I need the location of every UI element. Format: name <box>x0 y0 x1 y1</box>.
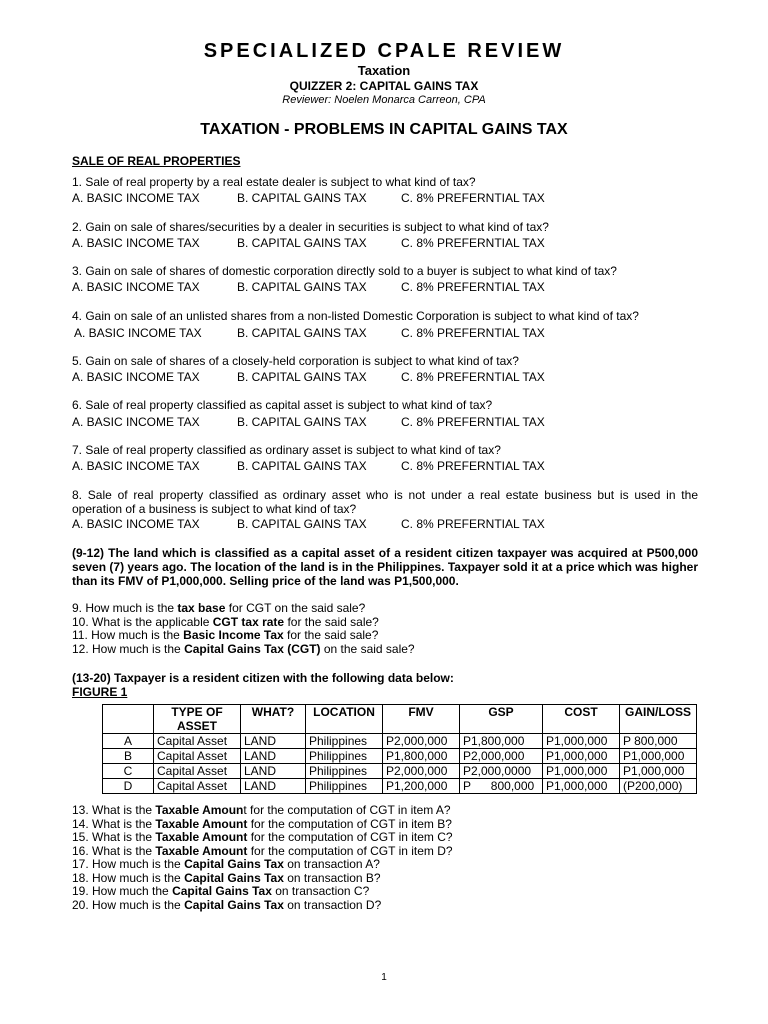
question-text: on transaction D? <box>283 897 382 912</box>
question-text: 18. How much is the <box>72 870 185 885</box>
question-2: 2. Gain on sale of shares/securities by a dealer in securities is subject to what kind of tax? <box>72 220 549 234</box>
figure-label: FIGURE 1 <box>72 685 128 699</box>
question-text: on transaction A? <box>283 857 380 871</box>
table-cell: P2,000,000 <box>383 734 460 749</box>
questions-9-12 <box>72 602 415 656</box>
table-cell: Capital Asset <box>154 779 241 794</box>
question-keyword: Taxable Amoun <box>155 803 244 817</box>
option-a: A. BASIC INCOME TAX <box>72 236 200 250</box>
question-text: 19. How much the <box>72 884 173 898</box>
option-a: A. BASIC INCOME TAX <box>72 370 200 384</box>
table-row <box>103 749 697 764</box>
question-keyword: Capital Gains Tax <box>184 870 284 885</box>
table-row <box>103 779 697 794</box>
table-header: COST <box>543 705 620 734</box>
table-cell: P2,000,000 <box>460 749 543 764</box>
table-cell: (P200,000) <box>620 779 697 794</box>
table-cell: Capital Asset <box>154 734 241 749</box>
option-c: C. 8% PREFERNTIAL TAX <box>401 415 545 429</box>
table-cell: P2,000,0000 <box>460 764 543 779</box>
quiz-title: QUIZZER 2: CAPITAL GAINS TAX <box>289 79 479 93</box>
question-line <box>72 629 415 643</box>
reviewer: Reviewer: Noelen Monarca Carreon, CPA <box>282 94 486 106</box>
question-text: 20. How much is the <box>72 897 185 912</box>
table-header: WHAT? <box>241 705 306 734</box>
table-cell: LAND <box>241 734 306 749</box>
question-keyword: Capital Gains Tax <box>184 897 284 912</box>
option-a: A. BASIC INCOME TAX <box>72 415 200 429</box>
question-line <box>72 804 453 818</box>
table-cell: A <box>103 734 154 749</box>
table-header <box>103 705 154 734</box>
problem-13-20: (13-20) Taxpayer is a resident citizen with the following data below: <box>72 671 454 685</box>
question-4: 4. Gain on sale of an unlisted shares from a non-listed Domestic Corporation is subject to what kind of tax? <box>72 309 639 323</box>
question-keyword: Taxable Amount <box>155 843 248 858</box>
table-cell: P 800,000 <box>620 734 697 749</box>
table-cell: P1,800,000 <box>460 734 543 749</box>
question-line <box>72 858 453 872</box>
question-text: for the computation of CGT in item D? <box>247 843 453 858</box>
question-line <box>72 872 453 886</box>
question-keyword: tax base <box>177 601 226 615</box>
option-c: C. 8% PREFERNTIAL TAX <box>401 459 545 473</box>
question-keyword: CGT tax rate <box>212 614 285 629</box>
table-cell: LAND <box>241 749 306 764</box>
question-text: 10. What is the applicable <box>72 614 213 629</box>
section-heading: SALE OF REAL PROPERTIES <box>72 154 241 168</box>
option-b: B. CAPITAL GAINS TAX <box>237 370 367 384</box>
option-c: C. 8% PREFERNTIAL TAX <box>401 517 545 531</box>
document-title: SPECIALIZED CPALE REVIEW <box>203 40 565 62</box>
table-cell: B <box>103 749 154 764</box>
table-cell: P1,200,000 <box>383 779 460 794</box>
option-b: B. CAPITAL GAINS TAX <box>237 280 367 294</box>
question-3: 3. Gain on sale of shares of domestic corporation directly sold to a buyer is subject to what kind of tax? <box>72 264 617 278</box>
table-cell: Capital Asset <box>154 764 241 779</box>
question-text: 17. How much is the <box>72 857 185 871</box>
question-text: 12. How much is the <box>72 641 185 656</box>
table-cell: P1,000,000 <box>543 749 620 764</box>
question-text: on transaction C? <box>271 884 370 898</box>
question-7: 7. Sale of real property classified as ordinary asset is subject to what kind of tax? <box>72 443 501 457</box>
question-text: 11. How much is the <box>72 628 184 642</box>
question-keyword: Capital Gains Tax <box>184 857 284 871</box>
table-row <box>103 764 697 779</box>
table-cell: LAND <box>241 764 306 779</box>
table-cell: LAND <box>241 779 306 794</box>
option-a: A. BASIC INCOME TAX <box>72 280 200 294</box>
question-line <box>72 845 453 859</box>
question-keyword: Taxable Amount <box>155 816 248 831</box>
question-8: 8. Sale of real property classified as ordinary asset who is not under a real estate business but is used in the operation of a business is subject to what kind of tax? <box>72 488 698 516</box>
option-b: B. CAPITAL GAINS TAX <box>237 326 367 340</box>
option-b: B. CAPITAL GAINS TAX <box>237 236 367 250</box>
table-cell: Philippines <box>306 764 383 779</box>
table-cell: P1,000,000 <box>543 779 620 794</box>
option-a: A. BASIC INCOME TAX <box>72 517 200 531</box>
option-a: A. BASIC INCOME TAX <box>72 191 200 205</box>
table-header: FMV <box>383 705 460 734</box>
question-line <box>72 818 453 832</box>
option-b: B. CAPITAL GAINS TAX <box>237 517 367 531</box>
table-header: TYPE OF ASSET <box>154 705 241 734</box>
table-cell: D <box>103 779 154 794</box>
question-text: for the said sale? <box>284 614 379 629</box>
option-a: A. BASIC INCOME TAX <box>74 326 202 340</box>
option-b: B. CAPITAL GAINS TAX <box>237 191 367 205</box>
question-text: 13. What is the <box>72 803 156 817</box>
question-line <box>72 899 453 913</box>
option-c: C. 8% PREFERNTIAL TAX <box>401 280 545 294</box>
main-title: TAXATION - PROBLEMS IN CAPITAL GAINS TAX <box>200 121 568 138</box>
question-text: t for the computation of CGT in item A? <box>243 803 451 817</box>
question-keyword: Capital Gains Tax (CGT) <box>184 641 321 656</box>
table-cell: P1,000,000 <box>620 764 697 779</box>
table-cell: P1,000,000 <box>620 749 697 764</box>
option-c: C. 8% PREFERNTIAL TAX <box>401 370 545 384</box>
table-cell: P2,000,000 <box>383 764 460 779</box>
table-cell: P 800,000 <box>460 779 543 794</box>
option-c: C. 8% PREFERNTIAL TAX <box>401 326 545 340</box>
question-text: 15. What is the <box>72 830 156 844</box>
table-cell: P1,000,000 <box>543 734 620 749</box>
question-text: on the said sale? <box>320 641 415 656</box>
table-row <box>103 734 697 749</box>
subject: Taxation <box>357 63 411 78</box>
page-number: 1 <box>381 972 387 983</box>
option-c: C. 8% PREFERNTIAL TAX <box>401 236 545 250</box>
question-keyword: Taxable Amount <box>155 830 248 844</box>
question-text: 16. What is the <box>72 843 156 858</box>
question-1: 1. Sale of real property by a real estate dealer is subject to what kind of tax? <box>72 175 476 189</box>
option-b: B. CAPITAL GAINS TAX <box>237 415 367 429</box>
question-line <box>72 831 453 845</box>
table-header-row <box>103 705 697 734</box>
option-b: B. CAPITAL GAINS TAX <box>237 459 367 473</box>
data-table <box>102 704 697 794</box>
table-cell: Philippines <box>306 734 383 749</box>
table-cell: Philippines <box>306 749 383 764</box>
table-cell: P1,800,000 <box>383 749 460 764</box>
question-text: for the computation of CGT in item B? <box>247 816 452 831</box>
question-6: 6. Sale of real property classified as capital asset is subject to what kind of tax? <box>72 398 493 412</box>
question-line <box>72 885 453 899</box>
question-keyword: Capital Gains Tax <box>172 884 272 898</box>
table-header: LOCATION <box>306 705 383 734</box>
question-text: 14. What is the <box>72 816 156 831</box>
option-a: A. BASIC INCOME TAX <box>72 459 200 473</box>
table-cell: Philippines <box>306 779 383 794</box>
question-line <box>72 602 415 616</box>
table-cell: P1,000,000 <box>543 764 620 779</box>
questions-13-20 <box>72 804 453 912</box>
option-c: C. 8% PREFERNTIAL TAX <box>401 191 545 205</box>
question-line <box>72 643 415 657</box>
problem-9-12: (9-12) The land which is classified as a capital asset of a resident citizen taxpayer was acquired at P500,000 seven (7) years ago. The location of the land is in the Philippines. Taxpayer sold it at a price which was higher than its FMV of P1,000,000. Selling price of the land was P1,500,000. <box>72 546 698 588</box>
table-header: GSP <box>460 705 543 734</box>
table-header: GAIN/LOSS <box>620 705 697 734</box>
question-text: for CGT on the said sale? <box>225 601 366 615</box>
question-line <box>72 616 415 630</box>
table-cell: C <box>103 764 154 779</box>
question-text: 9. How much is the <box>72 601 178 615</box>
question-5: 5. Gain on sale of shares of a closely-held corporation is subject to what kind of tax? <box>72 354 519 368</box>
table-cell: Capital Asset <box>154 749 241 764</box>
question-text: for the computation of CGT in item C? <box>247 830 453 844</box>
question-text: for the said sale? <box>283 628 379 642</box>
question-keyword: Basic Income Tax <box>183 628 284 642</box>
question-text: on transaction B? <box>283 870 381 885</box>
